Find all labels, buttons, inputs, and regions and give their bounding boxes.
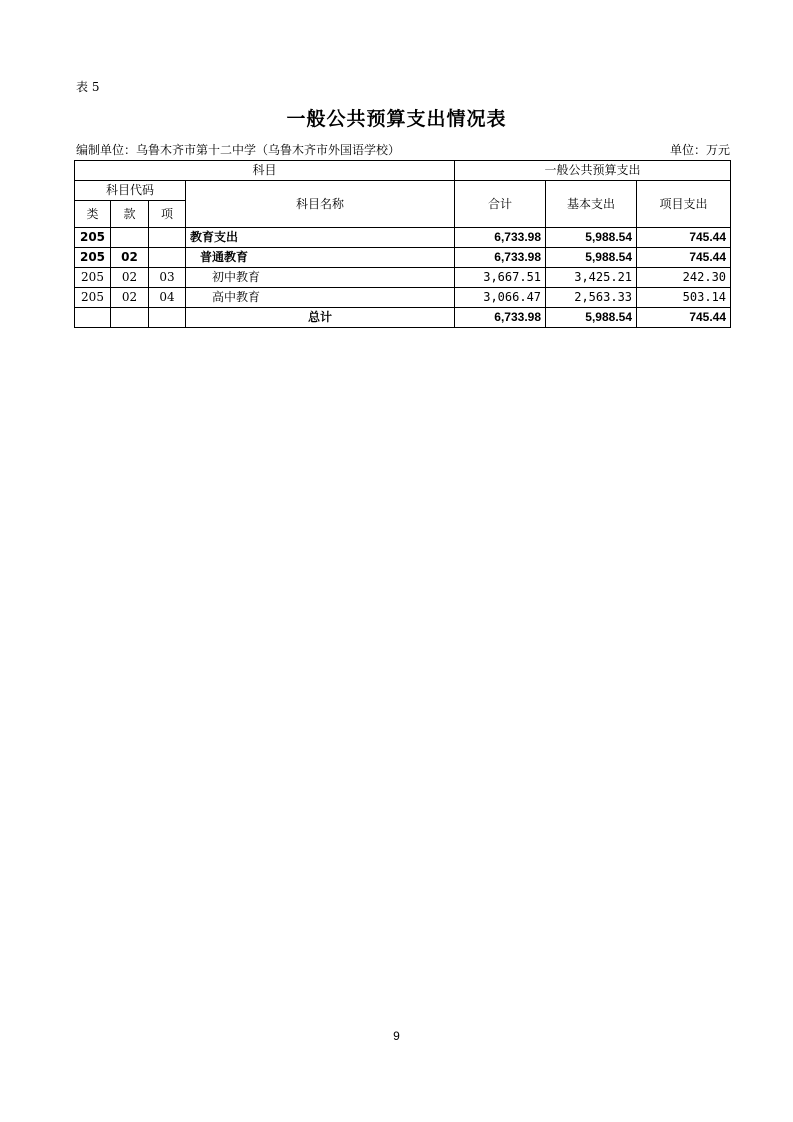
- cell-total: 3,667.51: [455, 268, 546, 288]
- cell-total: 3,066.47: [455, 288, 546, 308]
- summary-total: 6,733.98: [455, 308, 546, 328]
- header-item: 项: [149, 201, 186, 228]
- cell-item: 03: [149, 268, 186, 288]
- summary-project: 745.44: [637, 308, 731, 328]
- table-row: [75, 288, 731, 308]
- unit-line: [76, 141, 730, 158]
- cell-section: [111, 308, 149, 328]
- cell-class: 205: [75, 268, 111, 288]
- cell-class: 205: [75, 248, 111, 268]
- cell-basic: 5,988.54: [546, 248, 637, 268]
- header-class: 类: [75, 201, 111, 228]
- page-number: 9: [393, 1029, 400, 1043]
- cell-item: [149, 228, 186, 248]
- header-subject: 科目: [75, 161, 455, 181]
- cell-class: 205: [75, 228, 111, 248]
- cell-section: 02: [111, 268, 149, 288]
- cell-section: 02: [111, 248, 149, 268]
- cell-name: 高中教育: [186, 288, 455, 308]
- summary-basic: 5,988.54: [546, 308, 637, 328]
- cell-project: 242.30: [637, 268, 731, 288]
- cell-item: [149, 248, 186, 268]
- header-subject-code: 科目代码: [75, 181, 186, 201]
- cell-section: [111, 228, 149, 248]
- table-row: [75, 228, 731, 248]
- page-title: 一般公共预算支出情况表: [286, 108, 507, 130]
- header-project: 项目支出: [637, 181, 731, 228]
- header-budget-group: 一般公共预算支出: [455, 161, 731, 181]
- compiling-unit: 编制单位：乌鲁木齐市第十二中学（乌鲁木齐市外国语学校）: [76, 143, 401, 157]
- cell-name: 普通教育: [186, 248, 455, 268]
- header-subject-name: 科目名称: [186, 181, 455, 228]
- page-label: 表 5: [76, 80, 100, 94]
- cell-class: [75, 308, 111, 328]
- table-row: [75, 268, 731, 288]
- table-row: [75, 248, 731, 268]
- cell-name: 教育支出: [186, 228, 455, 248]
- cell-name: 初中教育: [186, 268, 455, 288]
- cell-item: 04: [149, 288, 186, 308]
- cell-class: 205: [75, 288, 111, 308]
- cell-section: 02: [111, 288, 149, 308]
- cell-basic: 5,988.54: [546, 228, 637, 248]
- currency-unit: 单位：万元: [669, 143, 730, 157]
- cell-item: [149, 308, 186, 328]
- header-total: 合计: [455, 181, 546, 228]
- header-basic: 基本支出: [546, 181, 637, 228]
- cell-total: 6,733.98: [455, 228, 546, 248]
- cell-project: 745.44: [637, 248, 731, 268]
- header-section: 款: [111, 201, 149, 228]
- summary-label: 总计: [186, 308, 455, 328]
- cell-total: 6,733.98: [455, 248, 546, 268]
- budget-table: [74, 160, 731, 328]
- cell-basic: 3,425.21: [546, 268, 637, 288]
- cell-project: 745.44: [637, 228, 731, 248]
- cell-project: 503.14: [637, 288, 731, 308]
- summary-row: [75, 308, 731, 328]
- cell-basic: 2,563.33: [546, 288, 637, 308]
